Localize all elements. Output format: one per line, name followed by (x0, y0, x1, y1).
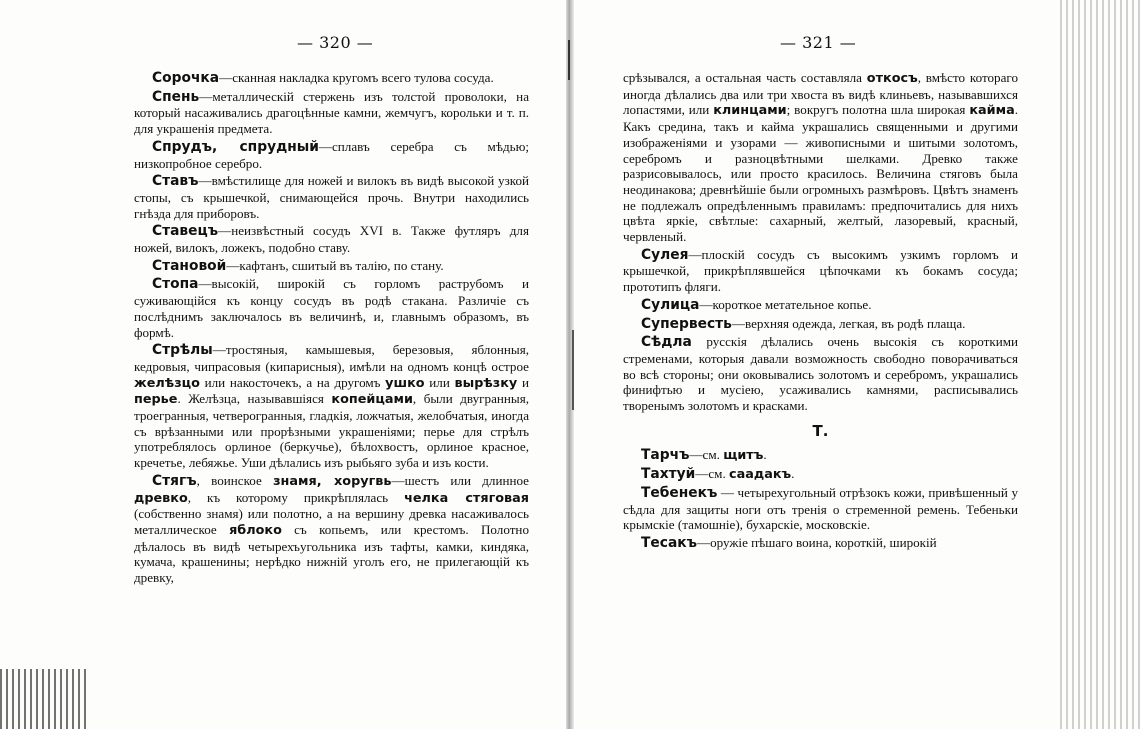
emphasized-term: копейцами (331, 392, 413, 408)
spine-mark (572, 330, 574, 410)
entry-definition: — четырехугольный отрѣзокъ кожи, привѣшенный у сѣдла для защиты ноги отъ тренiя о стременной ремень. Тебеньки крымскiе (тамошнiе), бухарскiе, московскiе. (623, 484, 1018, 533)
entry-definition: . Желѣзца, называвшiяся (177, 391, 332, 407)
entry-definition: —см. (689, 447, 724, 463)
cross-reference: саадакъ (729, 467, 792, 483)
entry-punctuation: . (763, 447, 767, 463)
dictionary-entry (623, 466, 1018, 483)
entry-definition: —металлическiй стержень изъ толстой проволоки, на который насаживались драгоцѣнные камни, жемчугъ, корольки и т. п. для украшенiя предмета. (134, 88, 529, 137)
emphasized-term: челка стяговая (404, 490, 529, 506)
emphasized-term: перье (134, 392, 178, 408)
entry-definition: —кафтанъ, сшитый въ талiю, по стану. (226, 257, 444, 273)
dictionary-entry (623, 297, 1018, 314)
dictionary-entry (623, 535, 1018, 552)
entry-headword: Сулея (641, 246, 689, 263)
entry-definition: —вмѣстилище для ножей и вилокъ въ видѣ высокой узкой стопы, съ крышечкой, снимающейся прочь. Внутри находились гнѣзда для приборовъ. (134, 173, 529, 221)
entry-definition: ; вокругъ полотна шла широкая (786, 102, 970, 118)
dictionary-entry (134, 89, 529, 137)
dictionary-entry (134, 70, 529, 87)
emphasized-term: яблоко (229, 522, 282, 538)
entry-headword: Тесакъ (641, 534, 697, 551)
right-column-text (623, 70, 1018, 554)
entry-headword: Стрѣлы (152, 342, 213, 359)
page-number-left: — 320 — (297, 33, 374, 52)
emphasized-term: знамя, хоругвь (273, 473, 392, 489)
dictionary-entry (134, 342, 529, 471)
entry-punctuation: . (791, 466, 795, 482)
entry-headword: Тарчъ (641, 447, 690, 464)
emphasized-term: древко (134, 490, 188, 506)
dictionary-entry (134, 473, 529, 586)
dictionary-entry (134, 258, 529, 275)
dictionary-entry (134, 276, 529, 340)
dictionary-entry (623, 485, 1018, 533)
entry-definition: . Какъ средина, такъ и кайма украшались священными и другими изображенiями и узорами — живописными и шитыми золотомъ, серебромъ и разноцвѣтными шелками. Древко также разрисовывалось, или просто красилось. Величина стяговъ была неодинакова; древнѣйшiе были огромныхъ размѣровъ. Цвѣтъ знаменъ не подлежалъ опредѣленнымъ правиламъ: предпочитались для нихъ цвѣта яркiе, свѣтлые: сахарный, желтый, лазоревый, красный, червленый. (623, 102, 1018, 245)
entry-headword: Супервесть (641, 315, 732, 332)
dictionary-entry (623, 316, 1018, 333)
dictionary-entry (623, 334, 1018, 414)
entry-definition: , были двугранныя, троегранныя, четверогранныя, гладкiя, ложчатыя, желобчатыя, иногда съ врѣзанными или прорѣзными украшенiями; перье для стрѣлъ употреблялось орлиное (беркучье), бѣлохвостъ, орлиное красное, кречетье, лебяжье. Уши дѣлались изъ рыбьяго зуба и изъ кости. (134, 391, 529, 471)
entry-definition: и (517, 374, 529, 390)
page-edge-shadow (1060, 0, 1140, 729)
entry-continuation (623, 70, 1018, 245)
emphasized-term: клинцами (713, 103, 787, 119)
entry-headword: Сулица (641, 296, 700, 313)
entry-definition: —неизвѣстный сосудъ XVI в. Также футляръ для ножей, вилокъ, ложекъ, подобно ставу. (134, 223, 529, 256)
entry-headword: Становой (152, 257, 227, 274)
entry-headword: Сорочка (152, 70, 220, 86)
entry-definition: —тростяныя, камышевыя, березовыя, яблонныя, кедровыя, чипрасовыя (кипарисныя), имѣли на одномъ концѣ острое (134, 342, 529, 374)
dictionary-entry (134, 223, 529, 255)
emphasized-term: желѣзцо (134, 375, 200, 391)
entry-definition: русскiя дѣлались очень высокiя съ короткими стременами, которыя давали возможность свободно поворачиваться во всѣ стороны; они оковывались золотомъ и серебромъ, украшались финифтью и мусiею, усаживались камнями, расписывались творенымъ золотомъ и красками. (623, 334, 1018, 414)
entry-definition: , къ которому прикрѣплялась (187, 489, 405, 505)
emphasized-term: ушко (385, 375, 425, 391)
dictionary-entry (623, 447, 1018, 464)
entry-definition: —короткое метательное копье. (699, 296, 872, 312)
emphasized-term: вырѣзку (454, 375, 518, 391)
entry-headword: Ставецъ (152, 223, 219, 240)
entry-definition: —сканная накладка кругомъ всего тулова сосуда. (219, 70, 494, 85)
dictionary-entry (134, 173, 529, 221)
spine-mark (568, 40, 570, 80)
entry-headword: Тебенекъ (641, 484, 718, 501)
emphasized-term: откосъ (866, 71, 918, 86)
page-number-right: — 321 — (780, 33, 857, 52)
entry-headword: Спень (152, 88, 200, 105)
entry-definition: или (424, 374, 455, 390)
emphasized-term: кайма (969, 103, 1015, 119)
entry-definition: —см. (695, 466, 730, 482)
page-edge-shadow (0, 669, 90, 729)
entry-headword: Тахтуй (641, 466, 696, 483)
dictionary-entry (134, 139, 529, 171)
letter-section-heading: Т. (812, 421, 829, 440)
dictionary-entry (623, 247, 1018, 295)
left-column-text (134, 70, 529, 588)
entry-definition: , вмѣсто котораго иногда дѣлались два или три хвоста въ видѣ клиньевъ, называвшихся лопастями, или (623, 70, 1018, 118)
entry-definition: —плоскiй сосудъ съ высокимъ узкимъ горломъ и крышечкой, прикрѣплявшейся цѣпочками къ бокамъ сосуда; прототипъ фляги. (623, 246, 1018, 295)
entry-definition: —сплавъ серебра съ мѣдью; низкопробное серебро. (134, 138, 529, 171)
entry-definition: —высокiй, широкiй съ горломъ раструбомъ и суживающiйся къ концу сосудъ въ родѣ стакана. Различiе съ послѣднимъ заключалось въ величинѣ, и, главнымъ образомъ, въ формѣ. (134, 276, 529, 340)
entry-headword: Стопа (152, 276, 199, 293)
entry-definition: срѣзывался, а остальная часть составляла (623, 70, 867, 85)
entry-definition: —верхняя одежда, легкая, въ родѣ плаща. (731, 315, 966, 331)
entry-definition: , воинское (196, 472, 274, 488)
entry-definition: (собственно знамя) или полотно, а на вершину древка насаживалось металлическое (134, 506, 529, 537)
entry-headword: Спрудъ, спрудный (152, 138, 319, 155)
entry-headword: Сѣдла (641, 334, 692, 351)
entry-definition: —шестъ или длинное (391, 472, 529, 488)
entry-headword: Ставъ (152, 173, 199, 190)
entry-definition: —оружiе пѣшаго воина, короткiй, широкiй (697, 534, 937, 550)
entry-definition: или накосточекъ, а на другомъ (199, 374, 386, 390)
cross-reference: щитъ (723, 448, 764, 464)
entry-definition: съ копьемъ, или крестомъ. Полотно дѣлалось въ видѣ четырехъугольника изъ тафты, камки, киндяка, кумача, крашенины; нерѣдко нижнiй уголъ его, не прилегающiй къ древку, (134, 521, 529, 586)
entry-headword: Стягъ (152, 472, 197, 489)
